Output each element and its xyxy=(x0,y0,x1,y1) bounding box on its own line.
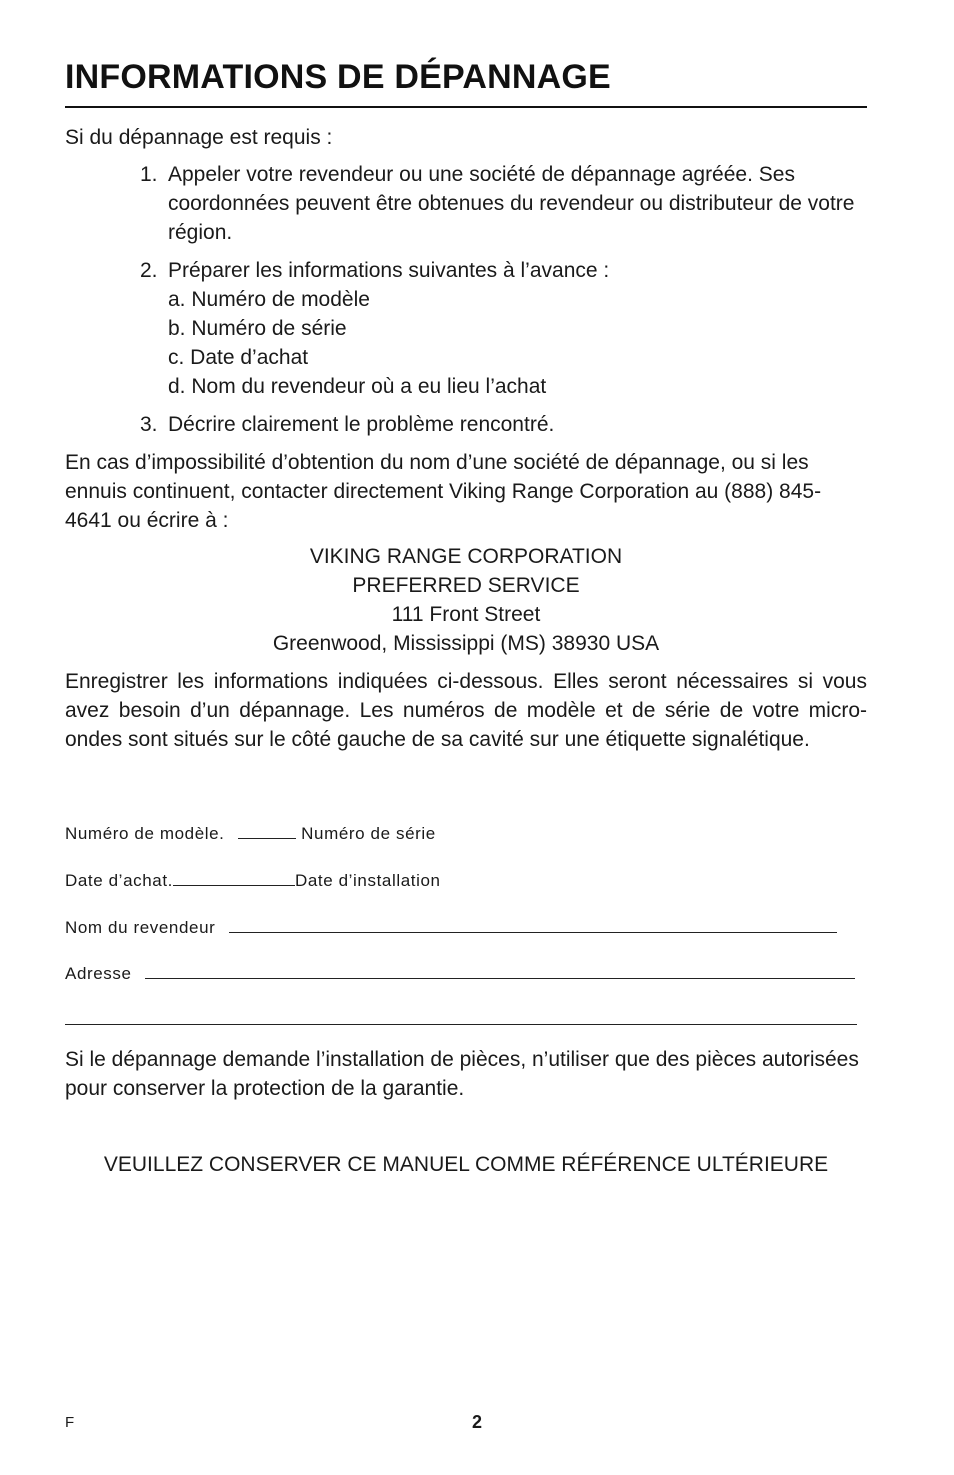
contact-paragraph: En cas d’impossibilité d’obtention du nom d’une société de dépannage, ou si les ennuis continuent, contacter directement Viking Range Corporation au (888) 845-4641 ou écrire à : xyxy=(65,451,822,532)
mailing-address xyxy=(65,542,867,658)
address-extra-blank[interactable] xyxy=(65,1008,857,1025)
steps-list xyxy=(140,160,867,448)
step-1 xyxy=(140,160,867,247)
install-date-label: Date d’installation xyxy=(294,871,441,890)
sub-item-serial: b. Numéro de série xyxy=(168,317,347,340)
form-row-address-extra xyxy=(65,1008,867,1031)
record-info-paragraph: Enregistrer les informations indiquées ci-dessous. Elles seront nécessaires si vous avez besoin d’un dépannage. Les numéros de modèle et de série de votre micro-ondes sont situés sur le côté gauche de sa cavité sur une étiquette signalétique. xyxy=(65,670,867,751)
dealer-name-blank[interactable] xyxy=(229,916,837,933)
sub-item-model: a. Numéro de modèle xyxy=(168,288,370,311)
form-row-dealer xyxy=(65,916,867,939)
serial-number-label: Numéro de série xyxy=(301,824,436,843)
form-row-model-serial xyxy=(65,822,867,845)
step-number: 1. xyxy=(140,163,158,186)
parts-paragraph: Si le dépannage demande l’installation de pièces, n’utiliser que des pièces autorisées pour conserver la protection de la garantie. xyxy=(65,1048,859,1100)
address-department: PREFERRED SERVICE xyxy=(352,574,580,597)
model-number-label: Numéro de modèle. xyxy=(65,824,225,843)
sub-item-dealer: d. Nom du revendeur où a eu lieu l’achat xyxy=(168,375,547,398)
address-company: VIKING RANGE CORPORATION xyxy=(309,545,623,568)
form-row-dates xyxy=(65,869,867,892)
sub-item-purchase-date: c. Date d’achat xyxy=(168,346,309,369)
step-3 xyxy=(140,410,867,439)
purchase-date-blank[interactable] xyxy=(173,869,295,886)
step-2 xyxy=(140,256,867,401)
step-text: Décrire clairement le problème rencontré. xyxy=(168,413,555,436)
language-marker: F xyxy=(65,1414,75,1431)
title-divider xyxy=(65,106,867,108)
step-number: 3. xyxy=(140,413,158,436)
step-text: Appeler votre revendeur ou une société de dépannage agréée. Ses coordonnées peuvent être obtenues du revendeur ou distributeur de votre région. xyxy=(168,163,855,244)
dealer-name-label: Nom du revendeur xyxy=(65,918,216,937)
model-number-blank[interactable] xyxy=(238,822,296,839)
step-text: Préparer les informations suivantes à l’avance : xyxy=(168,259,610,282)
purchase-date-label: Date d’achat. xyxy=(65,871,173,890)
address-blank[interactable] xyxy=(145,962,855,979)
address-city: Greenwood, Mississippi (MS) 38930 USA xyxy=(272,632,660,655)
keep-manual-notice: VEUILLEZ CONSERVER CE MANUEL COMME RÉFÉRENCE ULTÉRIEURE xyxy=(103,1153,829,1176)
page-title: INFORMATIONS DE DÉPANNAGE xyxy=(65,58,611,96)
intro-text: Si du dépannage est requis : xyxy=(65,126,333,149)
address-street: 111 Front Street xyxy=(391,603,541,626)
page-number: 2 xyxy=(471,1412,482,1432)
form-row-address xyxy=(65,962,867,985)
address-label: Adresse xyxy=(65,964,132,983)
step-number: 2. xyxy=(140,259,158,282)
